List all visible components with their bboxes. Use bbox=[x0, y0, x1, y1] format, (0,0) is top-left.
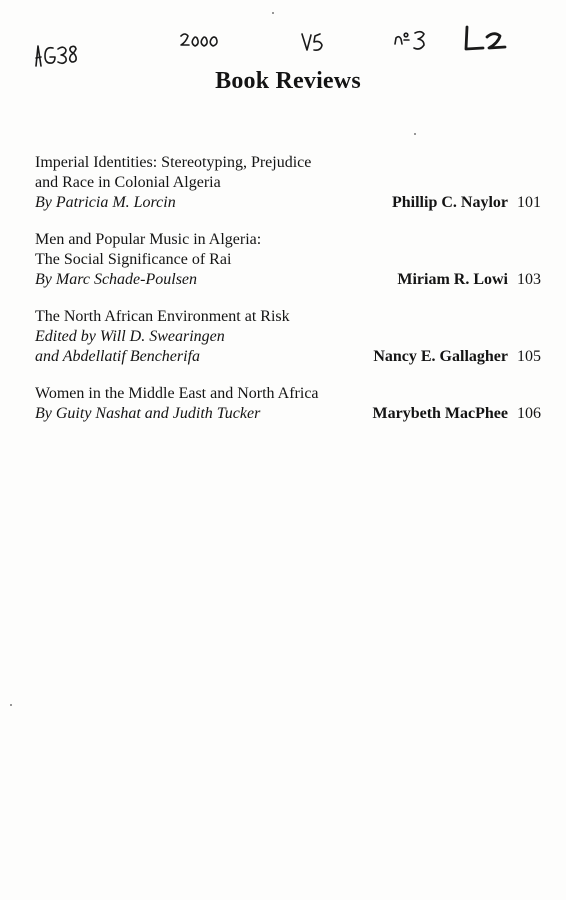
page-number: 105 bbox=[517, 348, 541, 365]
reviewer-name: Miriam R. Lowi bbox=[397, 271, 508, 288]
reviewer-block bbox=[372, 404, 541, 424]
reviewer-block bbox=[373, 347, 541, 367]
handwritten-note-l2 bbox=[466, 27, 505, 49]
book-author-line: By Patricia M. Lorcin bbox=[35, 194, 176, 211]
book-author-line: By Marc Schade-Poulsen bbox=[35, 271, 198, 288]
review-entry bbox=[35, 307, 541, 367]
page-number: 106 bbox=[517, 405, 541, 422]
book-title-line: Women in the Middle East and North Africa bbox=[35, 385, 319, 402]
page-number: 101 bbox=[517, 194, 541, 211]
review-entry bbox=[35, 153, 541, 213]
handwritten-note-ag38 bbox=[36, 46, 76, 66]
review-entry bbox=[35, 230, 541, 290]
book-author-line: and Abdellatif Bencherifa bbox=[35, 348, 201, 365]
book-author-line: By Guity Nashat and Judith Tucker bbox=[35, 405, 261, 422]
book-title-line: and Race in Colonial Algeria bbox=[35, 174, 221, 191]
scan-speck bbox=[272, 12, 274, 14]
reviewer-block bbox=[397, 270, 541, 290]
section-title: Book Reviews bbox=[215, 68, 361, 94]
review-entry bbox=[35, 384, 541, 424]
handwritten-note-n3 bbox=[395, 32, 424, 49]
book-author-line: Edited by Will D. Swearingen bbox=[35, 328, 225, 345]
book-title-line: Men and Popular Music in Algeria: bbox=[35, 231, 262, 248]
book-title-line: The Social Significance of Rai bbox=[35, 251, 232, 268]
handwritten-note-v5 bbox=[302, 34, 322, 50]
review-list bbox=[35, 153, 541, 441]
scan-speck bbox=[414, 133, 416, 135]
reviewer-name: Marybeth MacPhee bbox=[372, 405, 508, 422]
reviewer-name: Phillip C. Naylor bbox=[391, 194, 508, 211]
book-title-line: Imperial Identities: Stereotyping, Prejudice bbox=[35, 154, 312, 171]
reviewer-name: Nancy E. Gallagher bbox=[373, 348, 508, 365]
handwritten-note-2000 bbox=[181, 34, 217, 46]
reviewer-block bbox=[392, 193, 541, 213]
scan-speck bbox=[10, 704, 12, 706]
book-title-line: The North African Environment at Risk bbox=[35, 308, 290, 325]
page-number: 103 bbox=[517, 271, 541, 288]
